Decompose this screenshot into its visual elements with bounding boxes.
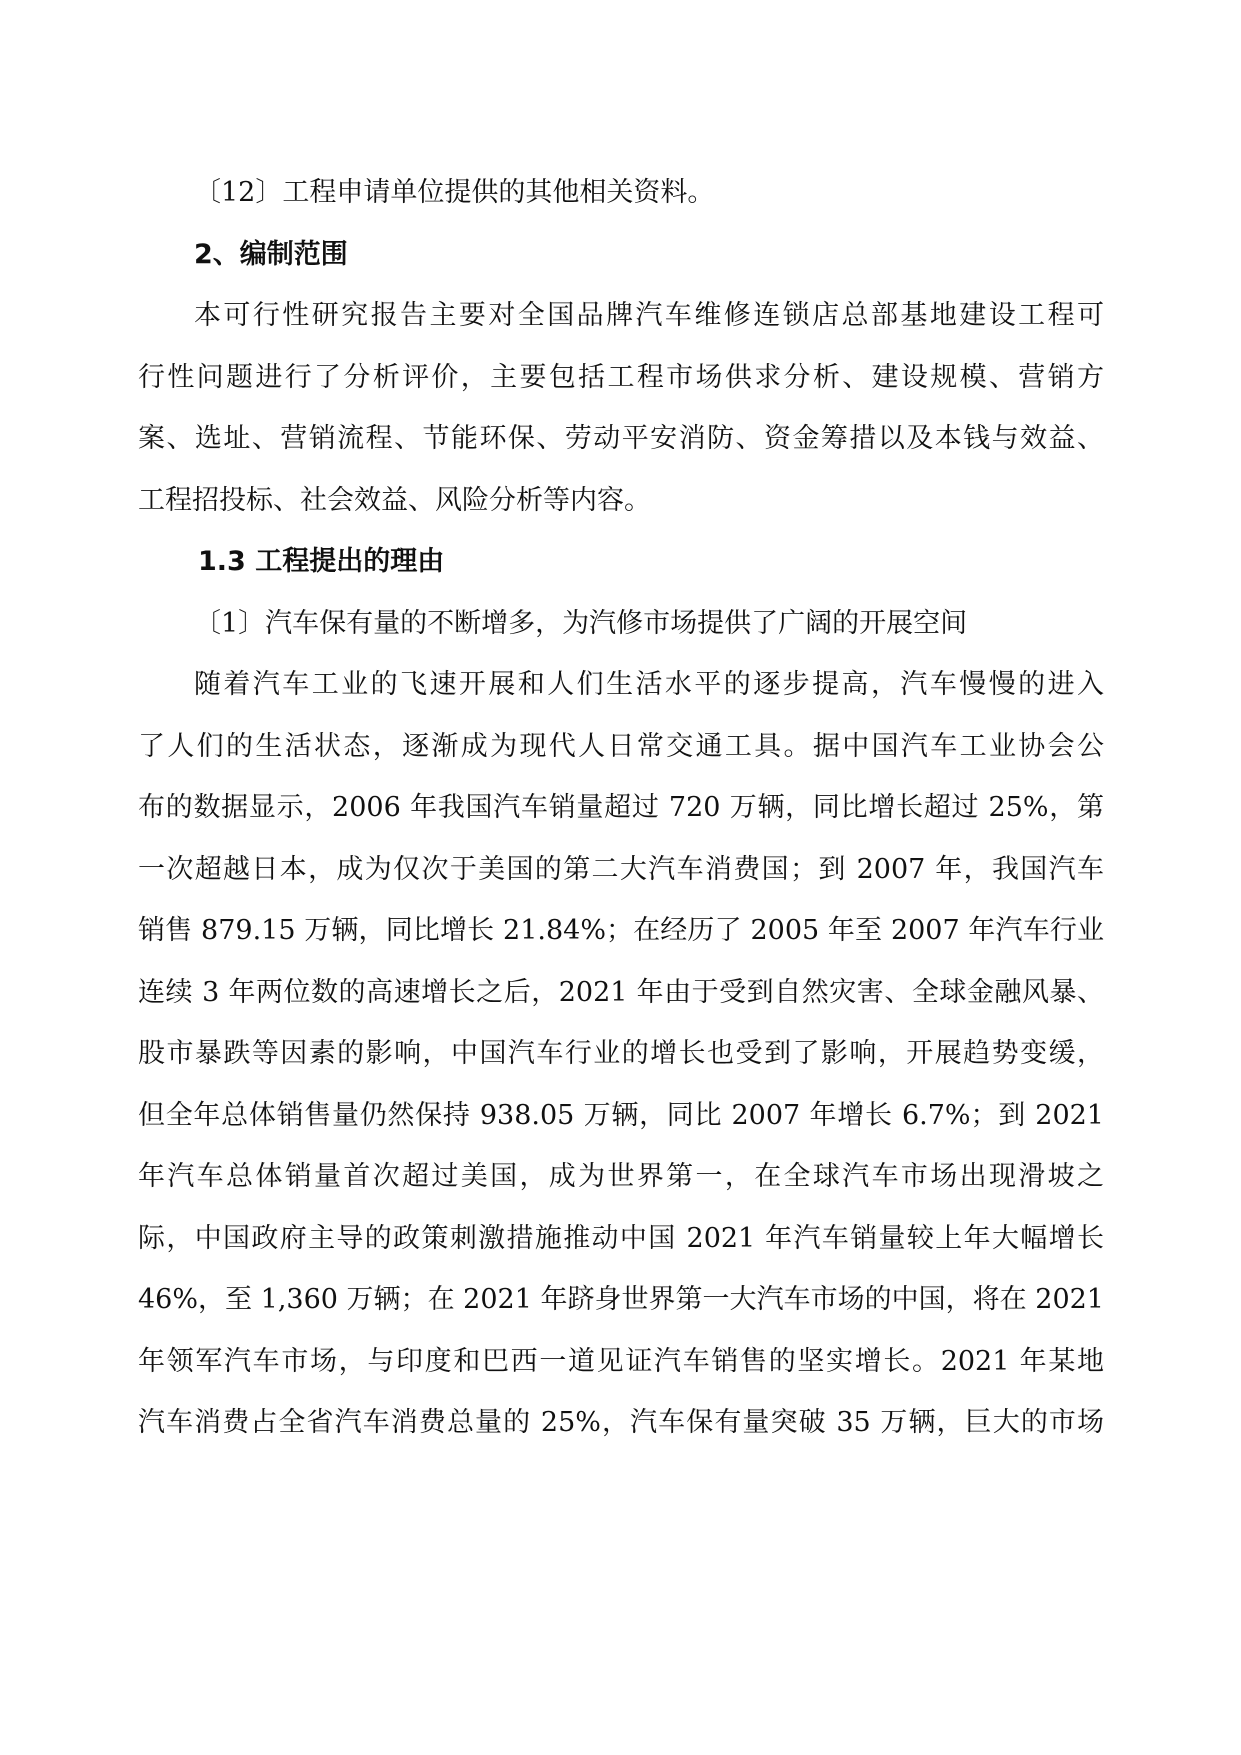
reason-paragraph: [138, 654, 1104, 1454]
scope-line: 案、选址、营销流程、节能环保、劳动平安消防、资金筹措以及本钱与效益、: [138, 423, 1104, 454]
reason-line: 际，中国政府主导的政策刺激措施推动中国 2021 年汽车销量较上年大幅增长: [138, 1222, 1104, 1254]
reason-1-paragraph: 〔1〕汽车保有量的不断增多，为汽修市场提供了广阔的开展空间: [194, 607, 968, 639]
reason-line: 连续 3 年两位数的高速增长之后，2021 年由于受到自然灾害、全球金融风暴、: [138, 976, 1104, 1008]
section-2-heading: 2、编制范围: [194, 238, 348, 270]
scope-paragraph: [138, 285, 1104, 531]
reason-line: 但全年总体销售量仍然保持 938.05 万辆，同比 2007 年增长 6.7%；到 2021: [138, 1099, 1104, 1131]
scope-line: 工程招投标、社会效益、风险分析等内容。: [138, 484, 651, 516]
reason-line: 布的数据显示，2006 年我国汽车销量超过 720 万辆，同比增长超过 25%，第: [138, 792, 1104, 823]
section-1-3-heading: 1.3 工程提出的理由: [198, 546, 445, 577]
item-12-paragraph: 〔12〕工程申请单位提供的其他相关资料。: [194, 177, 715, 208]
reason-line: 了人们的生活状态，逐渐成为现代人日常交通工具。据中国汽车工业协会公: [138, 730, 1104, 762]
scope-line: 行性问题进行了分析评价，主要包括工程市场供求分析、建设规模、营销方: [138, 361, 1104, 393]
document-body: [138, 162, 1104, 1454]
reason-line: 汽车消费占全省汽车消费总量的 25%，汽车保有量突破 35 万辆，巨大的市场: [138, 1407, 1104, 1438]
reason-line: 销售 879.15 万辆，同比增长 21.84%；在经历了 2005 年至 2007 年汽车行业: [138, 915, 1104, 946]
reason-line: 随着汽车工业的飞速开展和人们生活水平的逐步提高，汽车慢慢的进入: [194, 669, 1104, 700]
reason-line: 一次超越日本，成为仅次于美国的第二大汽车消费国；到 2007 年，我国汽车: [138, 853, 1104, 885]
reason-line: 年汽车总体销量首次超过美国，成为世界第一，在全球汽车市场出现滑坡之: [138, 1161, 1104, 1192]
reason-line: 46%，至 1,360 万辆；在 2021 年跻身世界第一大汽车市场的中国，将在 2021: [138, 1284, 1104, 1315]
reason-line: 股市暴跌等因素的影响，中国汽车行业的增长也受到了影响，开展趋势变缓，: [138, 1038, 1104, 1069]
reason-line: 年领军汽车市场，与印度和巴西一道见证汽车销售的坚实增长。2021 年某地: [138, 1345, 1104, 1377]
scope-line: 本可行性研究报告主要对全国品牌汽车维修连锁店总部基地建设工程可: [194, 300, 1104, 331]
